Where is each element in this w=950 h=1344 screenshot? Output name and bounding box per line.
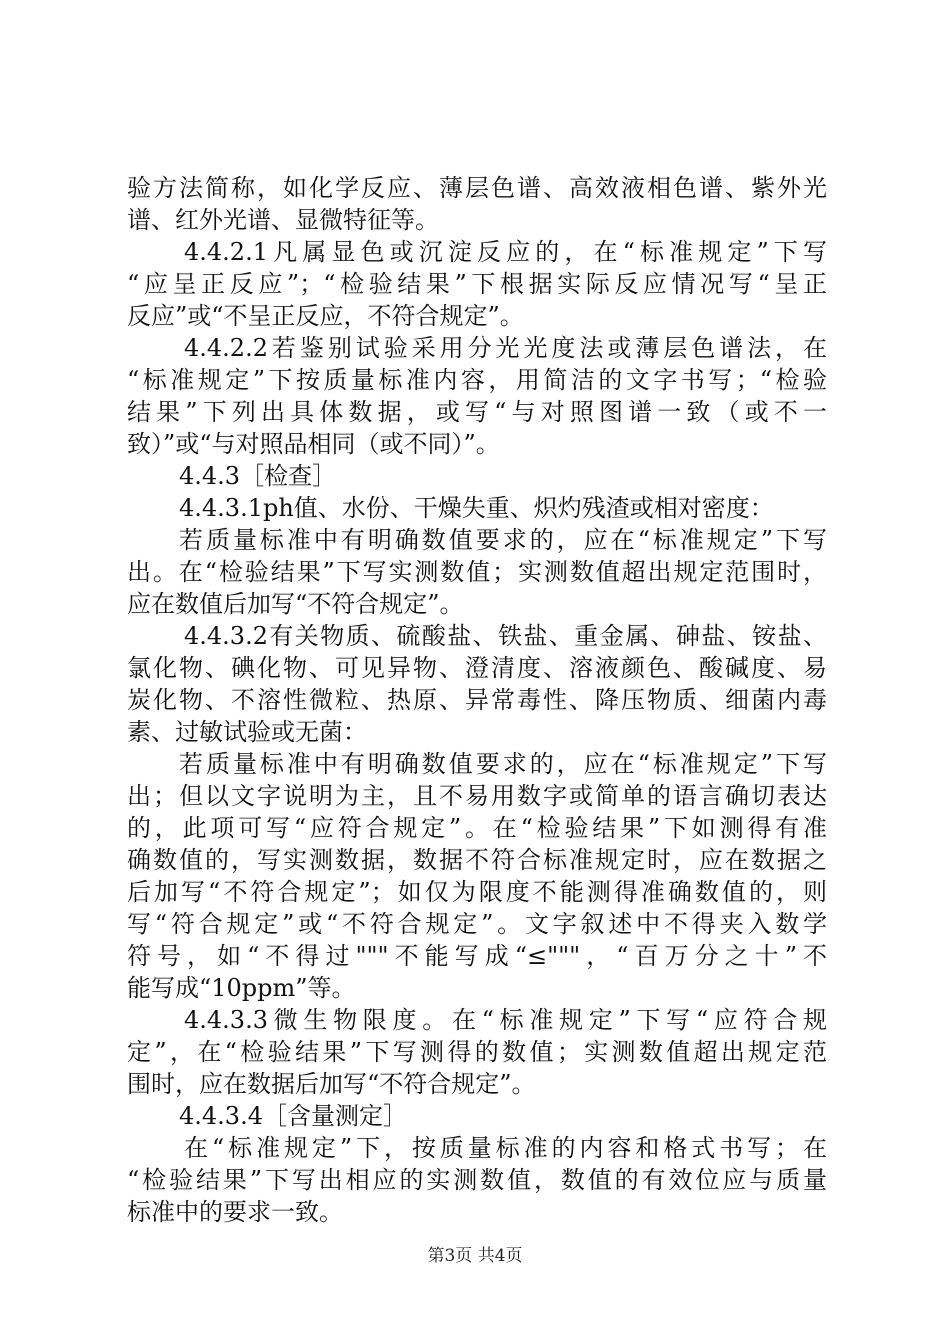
text-line: 4.4.3.2有关物质、硫酸盐、铁盐、重金属、砷盐、铵盐、 [184, 622, 827, 650]
text-line: 验方法简称，如化学反应、薄层色谱、高效液相色谱、紫外光 [127, 174, 827, 202]
text-line: 4.4.3［检查］ [179, 462, 337, 490]
text-line: 后加写“不符合规定”；如仅为限度不能测得准确数值的，则 [127, 878, 827, 906]
text-line: 4.4.3.4［含量测定］ [179, 1102, 407, 1130]
text-line: 4.4.2.1凡属显色或沉淀反应的，在“标准规定”下写 [184, 238, 827, 266]
text-line: 出；但以文字说明为主，且不易用数字或简单的语言确切表达 [127, 782, 827, 810]
text-line: 4.4.3.3微生物限度。在“标准规定”下写“应符合规 [184, 1006, 827, 1034]
text-line: 围时，应在数据后加写“不符合规定”。 [127, 1070, 536, 1098]
text-line: 出。在“检验结果”下写实测数值；实测数值超出规定范围时， [127, 558, 827, 586]
text-line: 谱、红外光谱、显微特征等。 [127, 206, 439, 234]
text-line: 致）”或“与对照品相同（或不同）”。 [127, 430, 500, 458]
text-line: 确数值的，写实测数据，数据不符合标准规定时，应在数据之 [127, 846, 827, 874]
text-line: 结果”下列出具体数据，或写“与对照图谱一致（或不一 [127, 398, 827, 426]
text-line: 应在数值后加写“不符合规定”。 [127, 590, 464, 618]
page-footer: 第3页 共4页 [427, 1246, 523, 1266]
text-line: 素、过敏试验或无菌： [127, 718, 367, 746]
text-line: 的，此项可写“应符合规定”。在“检验结果”下如测得有准 [127, 814, 827, 842]
text-line: 炭化物、不溶性微粒、热原、异常毒性、降压物质、细菌内毒 [127, 686, 827, 714]
text-line: 定”，在“检验结果”下写测得的数值；实测数值超出规定范 [127, 1038, 827, 1066]
text-line: 4.4.2.2若鉴别试验采用分光光度法或薄层色谱法，在 [184, 334, 827, 362]
text-line: 若质量标准中有明确数值要求的，应在“标准规定”下写 [179, 750, 827, 778]
text-line: “检验结果”下写出相应的实测数值，数值的有效位应与质量 [127, 1166, 827, 1194]
text-line: 能写成“10ppm”等。 [127, 974, 356, 1002]
text-line: 若质量标准中有明确数值要求的，应在“标准规定”下写 [179, 526, 827, 554]
text-line: “标准规定”下按质量标准内容，用简洁的文字书写；“检验 [127, 366, 827, 394]
text-line: 写“符合规定”或“不符合规定”。文字叙述中不得夹入数学 [127, 910, 827, 938]
text-line: “应呈正反应”；“检验结果”下根据实际反应情况写“呈正 [127, 270, 827, 298]
text-line: 反应”或“不呈正反应，不符合规定”。 [127, 302, 524, 330]
text-line: 标准中的要求一致。 [127, 1198, 343, 1226]
text-line: 4.4.3.1ph值、水份、干燥失重、炽灼残渣或相对密度： [179, 494, 774, 522]
text-line: 氯化物、碘化物、可见异物、澄清度、溶液颜色、酸碱度、易 [127, 654, 827, 682]
document-body [127, 172, 827, 1228]
text-line: 符号，如“不得过"""不能写成“≤"""，“百万分之十”不 [127, 942, 827, 970]
text-line: 在“标准规定”下，按质量标准的内容和格式书写；在 [184, 1134, 827, 1162]
